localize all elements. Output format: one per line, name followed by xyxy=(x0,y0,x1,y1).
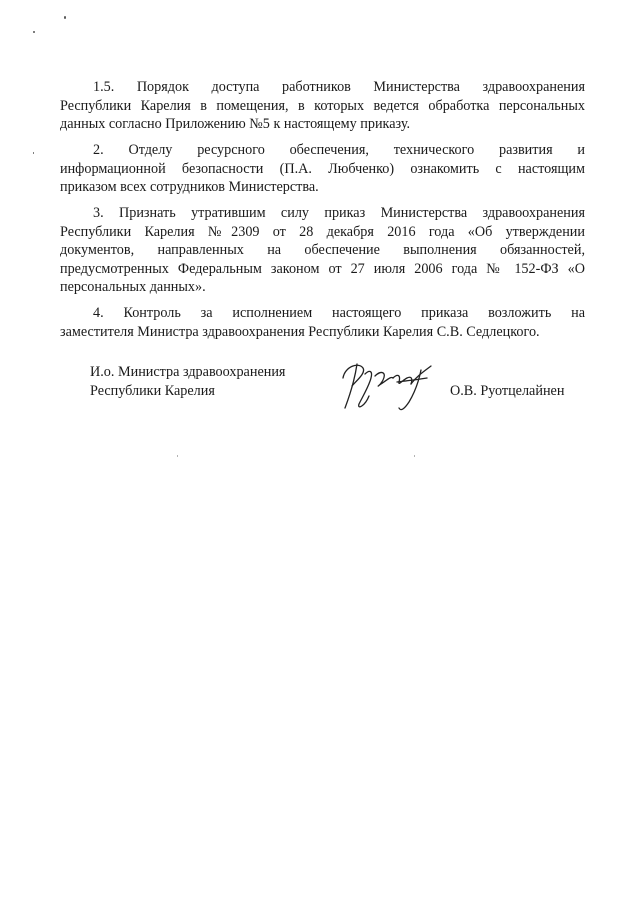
scan-speck xyxy=(414,455,415,457)
paragraph-4 xyxy=(60,304,585,341)
paragraph-line: Республики Карелия в помещения, в которых ведется обработка персональных xyxy=(60,97,585,114)
paragraph-line: данных согласно Приложению №5 к настоящему приказу. xyxy=(60,116,411,133)
paragraph-line: Республики Карелия №2309 от 28 декабря 2016 года «Об утверждении xyxy=(60,223,585,240)
signatory-title-line: Республики Карелия xyxy=(90,383,215,399)
paragraph-line: 2. Отделу ресурсного обеспечения, технического развития и xyxy=(93,142,585,158)
paragraph-line: персональных данных». xyxy=(60,279,206,296)
scan-speck xyxy=(177,455,178,457)
paragraph-line: приказом всех сотрудников Министерства. xyxy=(60,179,319,196)
paragraph-line: предусмотренных Федеральным законом от 27 июля 2006 года № 152-ФЗ «О xyxy=(60,260,585,277)
paragraph-line: информационной безопасности (П.А. Любченко) ознакомить с настоящим xyxy=(60,160,585,177)
paragraph-line: документов, направленных на обеспечение выполнения обязанностей, xyxy=(60,242,585,259)
paragraph-line: 1.5. Порядок доступа работников Министерства здравоохранения xyxy=(93,79,585,95)
handwritten-signature xyxy=(335,356,440,418)
scan-speck xyxy=(33,31,35,33)
paragraph-line: заместителя Министра здравоохранения Республики Карелия С.В. Седлецкого. xyxy=(60,323,540,340)
paragraph-3 xyxy=(60,204,585,297)
signatory-title xyxy=(90,363,285,401)
signatory-title-line: И.о. Министра здравоохранения xyxy=(90,364,286,380)
paragraph-1-5 xyxy=(60,78,585,134)
signatory-name: О.В. Руотцелайнен xyxy=(450,383,565,399)
paragraph-line: 4. Контроль за исполнением настоящего приказа возложить на xyxy=(93,305,585,321)
paragraph-2 xyxy=(60,141,585,197)
paragraph-line: 3. Признать утратившим силу приказ Министерства здравоохранения xyxy=(93,205,585,221)
scan-speck xyxy=(64,16,66,19)
scan-speck xyxy=(33,152,34,154)
